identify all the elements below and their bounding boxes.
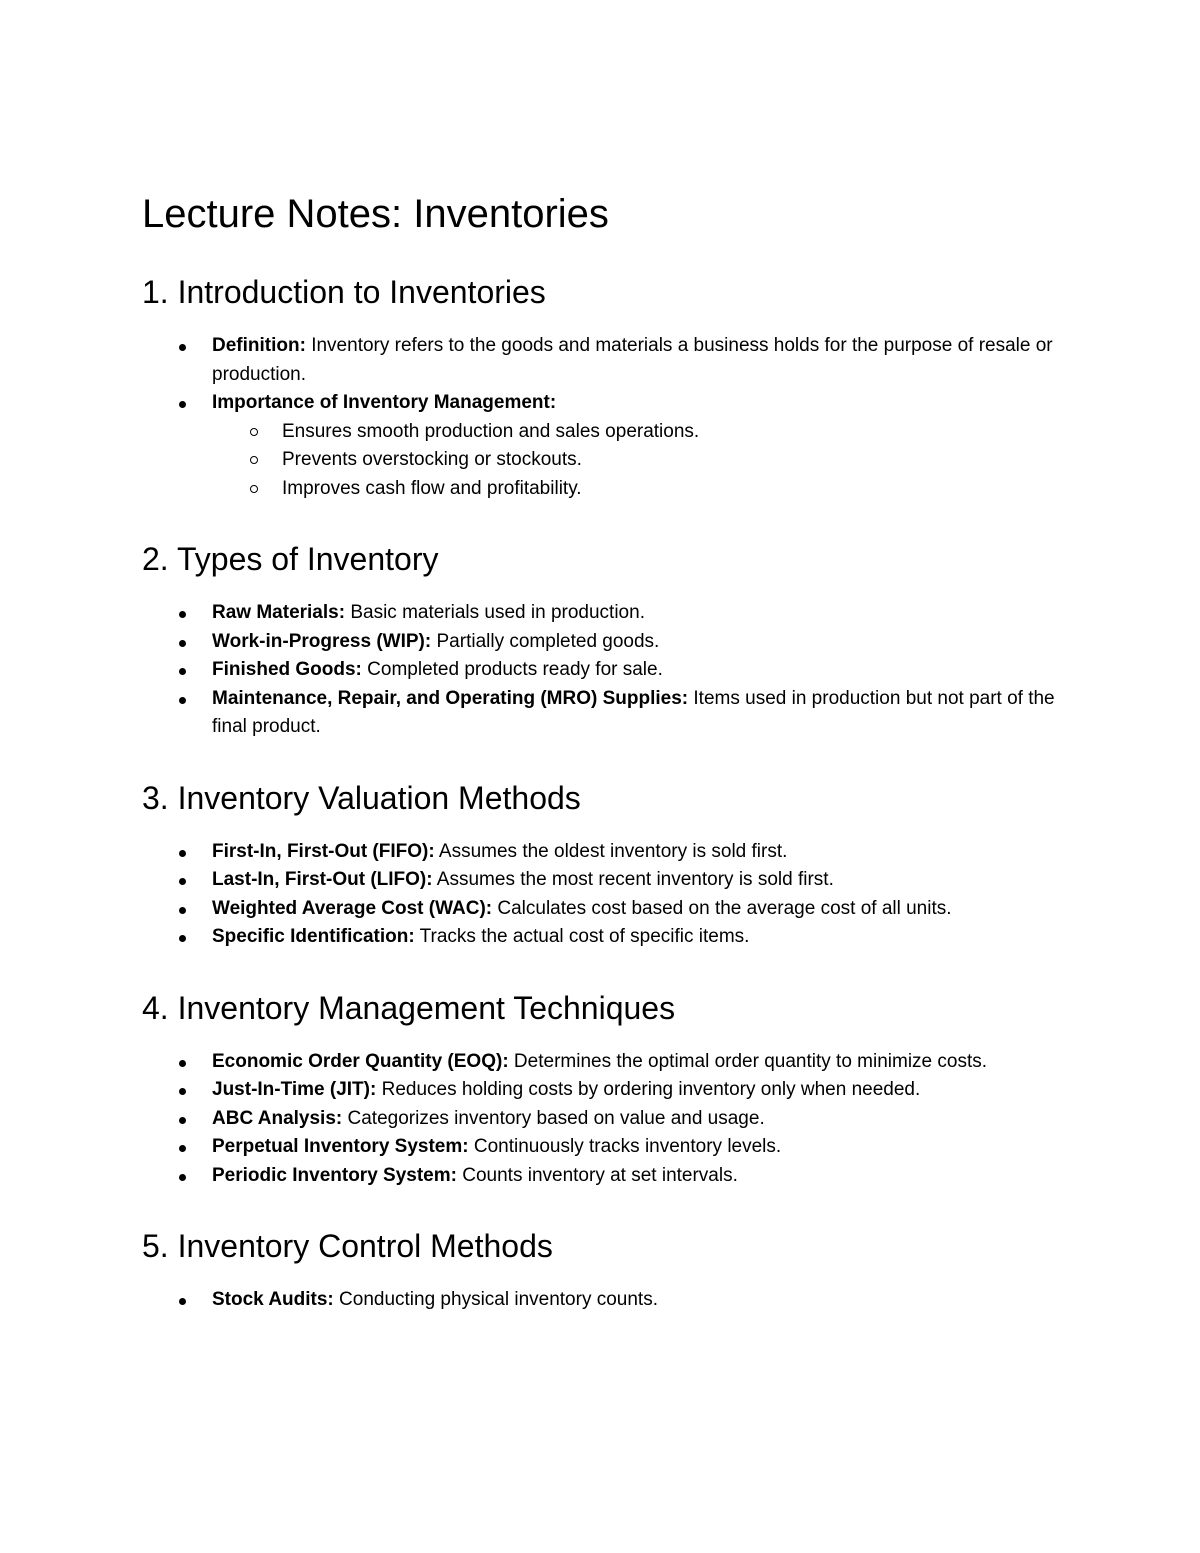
item-term: Finished Goods: <box>212 659 362 680</box>
bullet-icon <box>179 1060 186 1067</box>
sub-list-item <box>282 418 1062 447</box>
bullet-icon <box>179 907 186 914</box>
section-heading: 2. Types of Inventory <box>142 541 439 577</box>
item-term: Perpetual Inventory System: <box>212 1136 469 1157</box>
bullet-list <box>142 332 1062 503</box>
bullet-icon <box>179 697 186 704</box>
item-text: Completed products ready for sale. <box>361 659 663 680</box>
bullet-list <box>142 599 1062 742</box>
list-item <box>212 656 1062 685</box>
sub-item-text: Prevents overstocking or stockouts. <box>282 449 582 470</box>
hollow-bullet-icon <box>250 485 258 493</box>
bullet-list <box>142 1048 1062 1191</box>
section-types <box>142 539 1062 742</box>
sub-bullet-list <box>212 418 1062 504</box>
item-term: Just-In-Time (JIT): <box>212 1079 377 1100</box>
bullet-icon <box>179 611 186 618</box>
bullet-icon <box>179 1145 186 1152</box>
item-text: Items used in production but not part of the final product. <box>212 687 1055 737</box>
section-introduction <box>142 272 1062 503</box>
bullet-icon <box>179 401 186 408</box>
item-term: Last-In, First-Out (LIFO): <box>212 869 433 890</box>
list-item <box>212 866 1062 895</box>
item-term: Maintenance, Repair, and Operating (MRO) Supplies: <box>212 687 689 709</box>
bullet-icon <box>179 668 186 675</box>
list-item <box>212 838 1062 867</box>
item-text: Conducting physical inventory counts. <box>333 1289 658 1310</box>
document-page <box>142 188 1062 1351</box>
item-term: Economic Order Quantity (EOQ): <box>212 1050 509 1072</box>
list-item <box>212 1133 1062 1162</box>
item-text: Categorizes inventory based on value and usage. <box>342 1107 765 1129</box>
item-term: Importance of Inventory Management: <box>212 392 557 413</box>
sub-item-text: Improves cash flow and profitability. <box>282 477 582 499</box>
list-item <box>212 1105 1062 1134</box>
bullet-icon <box>179 850 186 857</box>
list-item <box>212 599 1062 628</box>
section-heading: 5. Inventory Control Methods <box>142 1228 553 1264</box>
list-item <box>212 389 1062 503</box>
bullet-list <box>142 838 1062 952</box>
list-item <box>212 628 1062 657</box>
bullet-icon <box>179 640 186 647</box>
bullet-icon <box>179 1088 186 1095</box>
item-term: ABC Analysis: <box>212 1107 343 1129</box>
item-text: Tracks the actual cost of specific items. <box>414 926 750 947</box>
item-term: Specific Identification: <box>212 926 415 947</box>
hollow-bullet-icon <box>250 428 258 436</box>
bullet-list <box>142 1286 1062 1315</box>
sub-item-text: Ensures smooth production and sales operations. <box>282 420 700 442</box>
item-text: Counts inventory at set intervals. <box>456 1164 738 1186</box>
list-item <box>212 1048 1062 1077</box>
bullet-icon <box>179 935 186 942</box>
list-item <box>212 332 1062 389</box>
sub-list-item <box>282 446 1062 475</box>
section-heading: 3. Inventory Valuation Methods <box>142 779 581 816</box>
section-control-methods <box>142 1226 1062 1315</box>
item-text: Continuously tracks inventory levels. <box>468 1136 782 1157</box>
item-term: Stock Audits: <box>212 1289 334 1310</box>
item-text: Inventory refers to the goods and materials a business holds for the purpose of resale or production. <box>212 335 1053 385</box>
list-item <box>212 1286 1062 1315</box>
list-item <box>212 685 1062 742</box>
item-text: Basic materials used in production. <box>345 602 645 623</box>
item-term: Work-in-Progress (WIP): <box>212 630 432 652</box>
list-item <box>212 1162 1062 1191</box>
section-heading: 1. Introduction to Inventories <box>142 274 546 310</box>
list-item <box>212 895 1062 924</box>
item-text: Assumes the most recent inventory is sold first. <box>432 869 834 890</box>
bullet-icon <box>179 1174 186 1181</box>
hollow-bullet-icon <box>250 456 258 464</box>
item-term: Raw Materials: <box>212 602 346 623</box>
item-text: Determines the optimal order quantity to minimize costs. <box>508 1050 988 1072</box>
item-text: Reduces holding costs by ordering inventory only when needed. <box>376 1079 921 1100</box>
item-text: Calculates cost based on the average cost of all units. <box>492 897 952 919</box>
section-valuation-methods <box>142 778 1062 952</box>
list-item <box>212 1076 1062 1105</box>
item-term: Periodic Inventory System: <box>212 1164 457 1186</box>
bullet-icon <box>179 878 186 885</box>
item-term: Weighted Average Cost (WAC): <box>212 897 493 919</box>
list-item <box>212 923 1062 952</box>
sub-list-item <box>282 475 1062 504</box>
bullet-icon <box>179 344 186 351</box>
bullet-icon <box>179 1117 186 1124</box>
page-title: Lecture Notes: Inventories <box>142 192 609 236</box>
item-term: Definition: <box>212 335 306 356</box>
bullet-icon <box>179 1298 186 1305</box>
section-heading: 4. Inventory Management Techniques <box>142 989 676 1026</box>
item-term: First-In, First-Out (FIFO): <box>212 840 435 862</box>
section-management-techniques <box>142 988 1062 1191</box>
item-text: Partially completed goods. <box>431 630 660 652</box>
item-text: Assumes the oldest inventory is sold first. <box>434 840 788 862</box>
